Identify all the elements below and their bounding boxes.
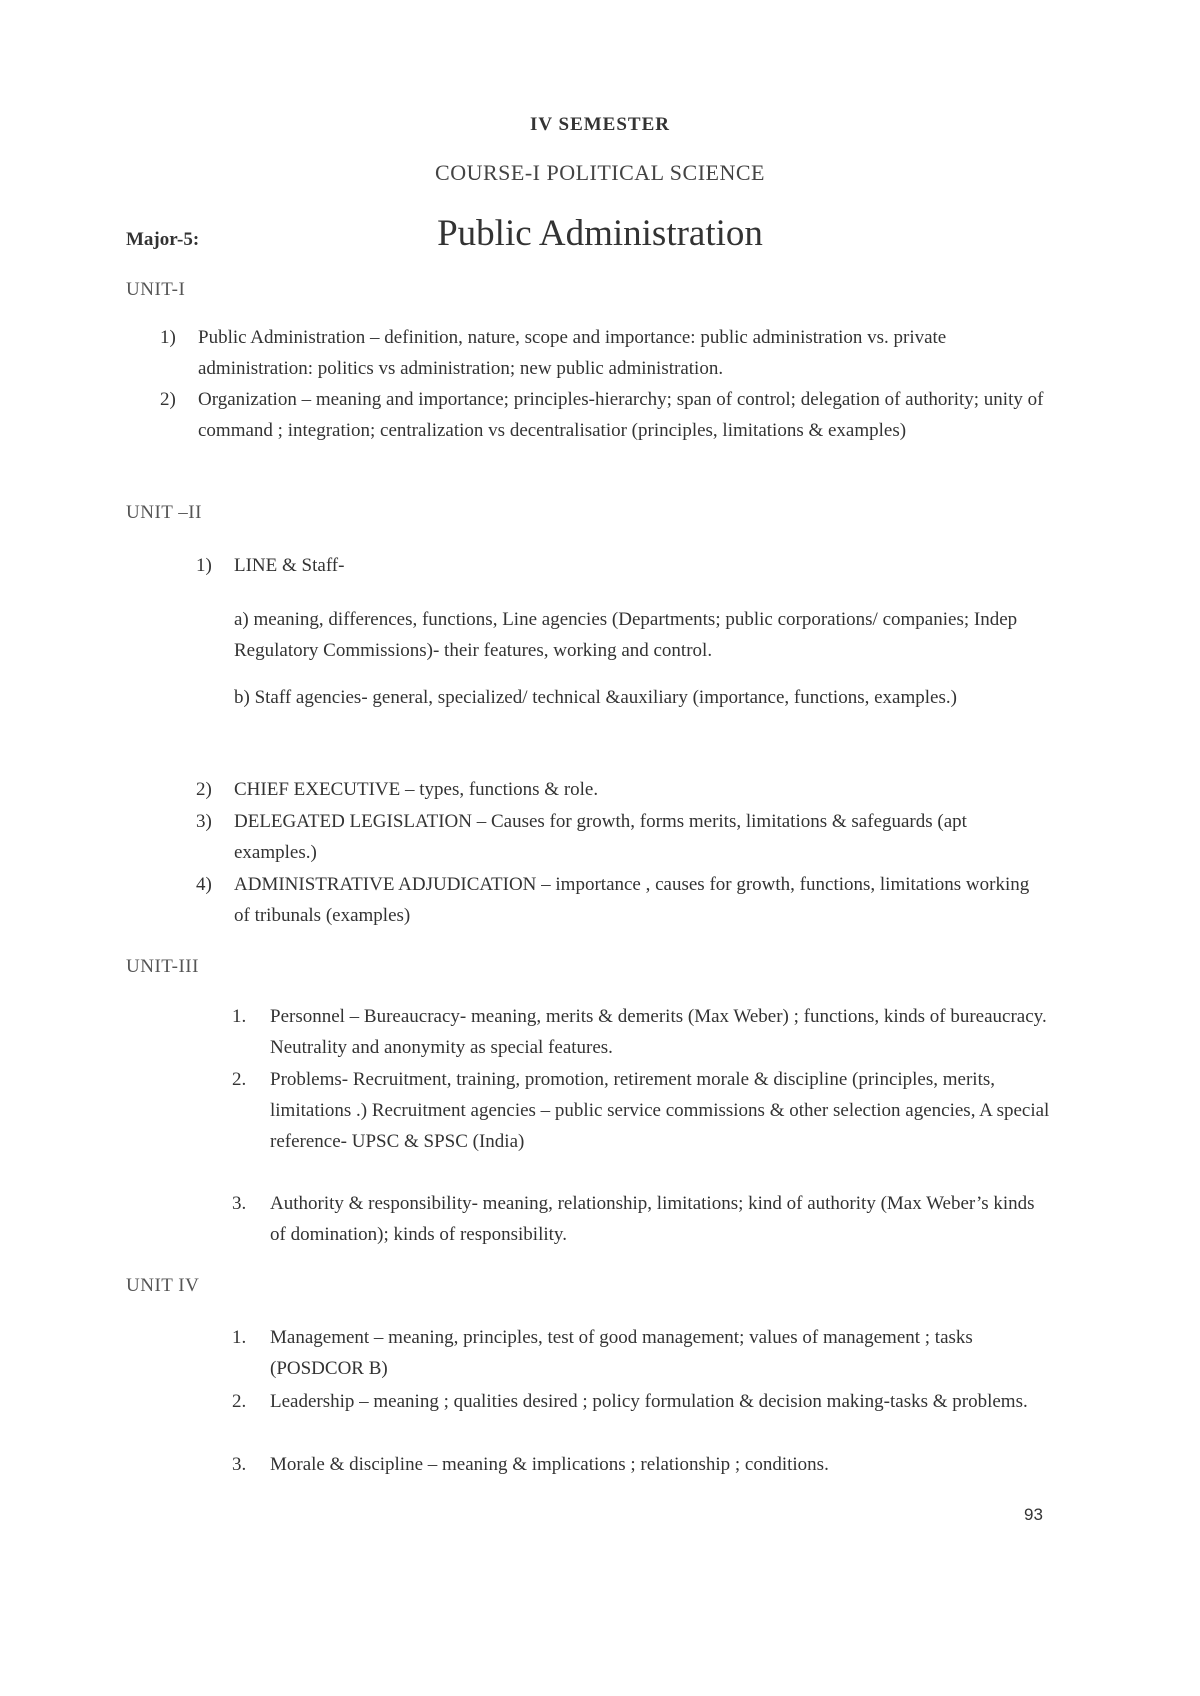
item-text: Authority & responsibility- meaning, relationship, limitations; kind of authority (Max Weber’s kinds of domination); kinds of responsibility. — [270, 1193, 1035, 1245]
unit-2-subpara-a: a) meaning, differences, functions, Line agencies (Departments; public corporations/ companies; Indep Regulatory Commissions)- their features, working and control. — [234, 609, 1018, 661]
item-number: 2) — [160, 389, 176, 410]
unit-2-heading: UNIT –II — [126, 502, 202, 523]
subject-title: Public Administration — [437, 213, 763, 254]
unit-1-heading: UNIT-I — [126, 279, 186, 300]
item-text: Personnel – Bureaucracy- meaning, merits & demerits (Max Weber) ; functions, kinds of bureaucracy. Neutrality and anonymity as special features. — [270, 1006, 1047, 1058]
unit-3-item-1 — [232, 1001, 1050, 1063]
item-text: Morale & discipline – meaning & implications ; relationship ; conditions. — [270, 1454, 829, 1475]
item-number: 4) — [196, 874, 212, 895]
unit-4-item-1 — [232, 1322, 992, 1384]
major-label: Major-5: — [126, 229, 200, 250]
semester-heading: IV SEMESTER — [529, 114, 670, 135]
unit-4-item-3 — [232, 1449, 1050, 1480]
item-number: 1. — [232, 1006, 247, 1027]
unit-2-item-2 — [196, 774, 1036, 805]
unit-4-heading: UNIT IV — [126, 1275, 200, 1296]
item-number: 3. — [232, 1193, 247, 1214]
course-heading: COURSE-I POLITICAL SCIENCE — [435, 160, 765, 185]
unit-3-heading: UNIT-III — [126, 956, 199, 977]
unit-2-item-1 — [196, 550, 1036, 581]
item-text: Organization – meaning and importance; principles-hierarchy; span of control; delegation of authority; unity of command ; integration; centralization vs decentralisatior (principles, limitations & examples) — [198, 389, 1044, 441]
item-number: 1. — [232, 1327, 247, 1348]
unit-3-item-3 — [232, 1188, 1050, 1250]
item-number: 2. — [232, 1391, 247, 1412]
item-text: Management – meaning, principles, test of good management; values of management ; tasks (POSDCOR B) — [270, 1327, 973, 1379]
unit-1-item-1 — [160, 322, 1040, 384]
item-text: CHIEF EXECUTIVE – types, functions & role. — [234, 779, 599, 800]
unit-2-item-3 — [196, 806, 1036, 868]
item-number: 2) — [196, 779, 212, 800]
item-text: Public Administration – definition, nature, scope and importance: public administration vs. private administration: politics vs administration; new public administration. — [198, 327, 947, 379]
item-number: 1) — [196, 555, 212, 576]
item-text: ADMINISTRATIVE ADJUDICATION – importance , causes for growth, functions, limitations working of tribunals (examples) — [234, 874, 1030, 926]
unit-2-item-4 — [196, 869, 1046, 931]
unit-3-item-2 — [232, 1064, 1050, 1157]
item-number: 2. — [232, 1069, 247, 1090]
unit-1-item-2 — [160, 384, 1055, 446]
item-text: LINE & Staff- — [234, 555, 345, 576]
item-text: Problems- Recruitment, training, promotion, retirement morale & discipline (principles, merits, limitations .) Recruitment agencies – public service commissions & other selection agencies, A special reference- UPSC & SPSC (India) — [270, 1069, 1050, 1152]
item-number: 3. — [232, 1454, 247, 1475]
item-number: 1) — [160, 327, 176, 348]
page-number: 93 — [1024, 1505, 1043, 1524]
item-text: Leadership – meaning ; qualities desired ; policy formulation & decision making-tasks & problems. — [270, 1391, 1028, 1412]
item-text: DELEGATED LEGISLATION – Causes for growth, forms merits, limitations & safeguards (apt examples.) — [234, 811, 967, 863]
unit-4-item-2 — [232, 1386, 1050, 1417]
item-number: 3) — [196, 811, 212, 832]
unit-2-subpara-b: b) Staff agencies- general, specialized/ technical &auxiliary (importance, functions, examples.) — [234, 687, 957, 708]
